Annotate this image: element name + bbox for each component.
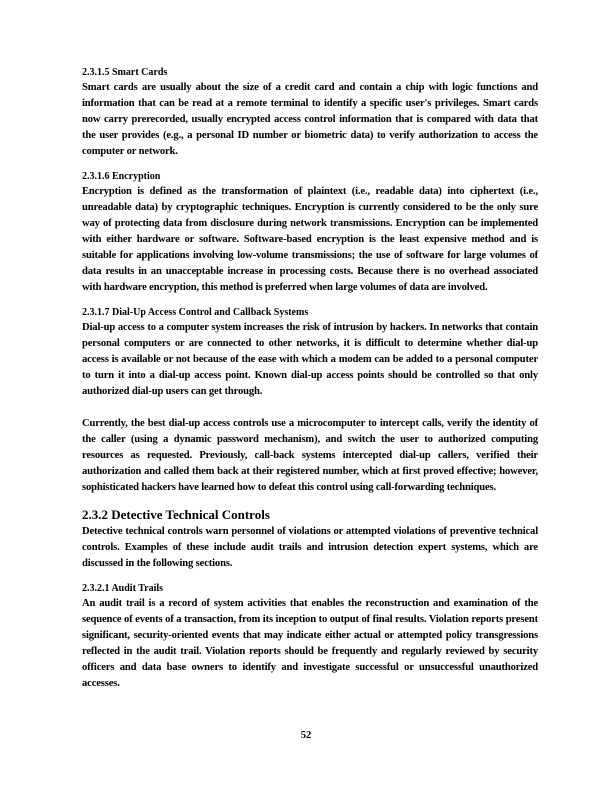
paragraph-encryption: Encryption is defined as the transformation of plaintext (i.e., readable data) into ciphertext (i.e., unreadable data) by cryptographic techniques. Encryption is currently considered to be the only sure way of protecting data from disclosure during network transmissions. Encryption can be implemented with either hardware or software. Software-based encryption is the least expensive method and is suitable for applications involving low-volume transmissions; the use of software for large volumes of data results in an unacceptable increase in processing costs. Because there is no overhead associated with hardware encryption, this method is preferred when large volumes of data are involved. bbox=[82, 186, 538, 293]
section-heading-dial-up: 2.3.1.7 Dial-Up Access Control and Callback Systems bbox=[82, 307, 309, 318]
paragraph-smart-cards: Smart cards are usually about the size of a credit card and contain a chip with logic functions and information that can be read at a remote terminal to identify a specific user's privileges. Smart cards now carry prerecorded, usually encrypted access control information that is compared with data that the user provides (e.g., a personal ID number or biometric data) to verify authorization to access the computer or network. bbox=[82, 82, 538, 157]
paragraph-detective-controls: Detective technical controls warn personnel of violations or attempted violations of preventive technical controls. Examples of these include audit trails and intrusion detection expert systems, which are discussed in the following sections. bbox=[82, 526, 538, 569]
paragraph-dial-up-1: Dial-up access to a computer system increases the risk of intrusion by hackers. In networks that contain personal computers or are connected to other networks, it is difficult to determine whether dial-up access is available or not because of the ease with which a modem can be added to a personal computer to turn it into a dial-up access point. Known dial-up access points should be controlled so that only authorized dial-up users can get through. bbox=[82, 322, 538, 397]
section-heading-detective-controls: 2.3.2 Detective Technical Controls bbox=[82, 507, 270, 522]
section-heading-smart-cards: 2.3.1.5 Smart Cards bbox=[82, 67, 168, 78]
paragraph-audit-trails: An audit trail is a record of system activities that enables the reconstruction and examination of the sequence of events of a transaction, from its inception to output of final results. Violation reports present significant, security-oriented events that may indicate either actual or attempted policy transgressions reflected in the audit trail. Violation reports should be frequently and regularly reviewed by security officers and data base owners to identify and investigate successful or unsuccessful unauthorized accesses. bbox=[82, 598, 538, 689]
page-number: 52 bbox=[300, 730, 312, 741]
document-page bbox=[82, 66, 538, 692]
section-heading-audit-trails: 2.3.2.1 Audit Trails bbox=[82, 583, 164, 594]
section-heading-encryption: 2.3.1.6 Encryption bbox=[82, 171, 161, 182]
paragraph-dial-up-2: Currently, the best dial-up access controls use a microcomputer to intercept calls, verify the identity of the caller (using a dynamic password mechanism), and switch the user to authorized computing resources as requested. Previously, call-back systems intercepted dial-up callers, verified their authorization and called them back at their registered number, which at first proved effective; however, sophisticated hackers have learned how to defeat this control using call-forwarding techniques. bbox=[82, 418, 538, 493]
